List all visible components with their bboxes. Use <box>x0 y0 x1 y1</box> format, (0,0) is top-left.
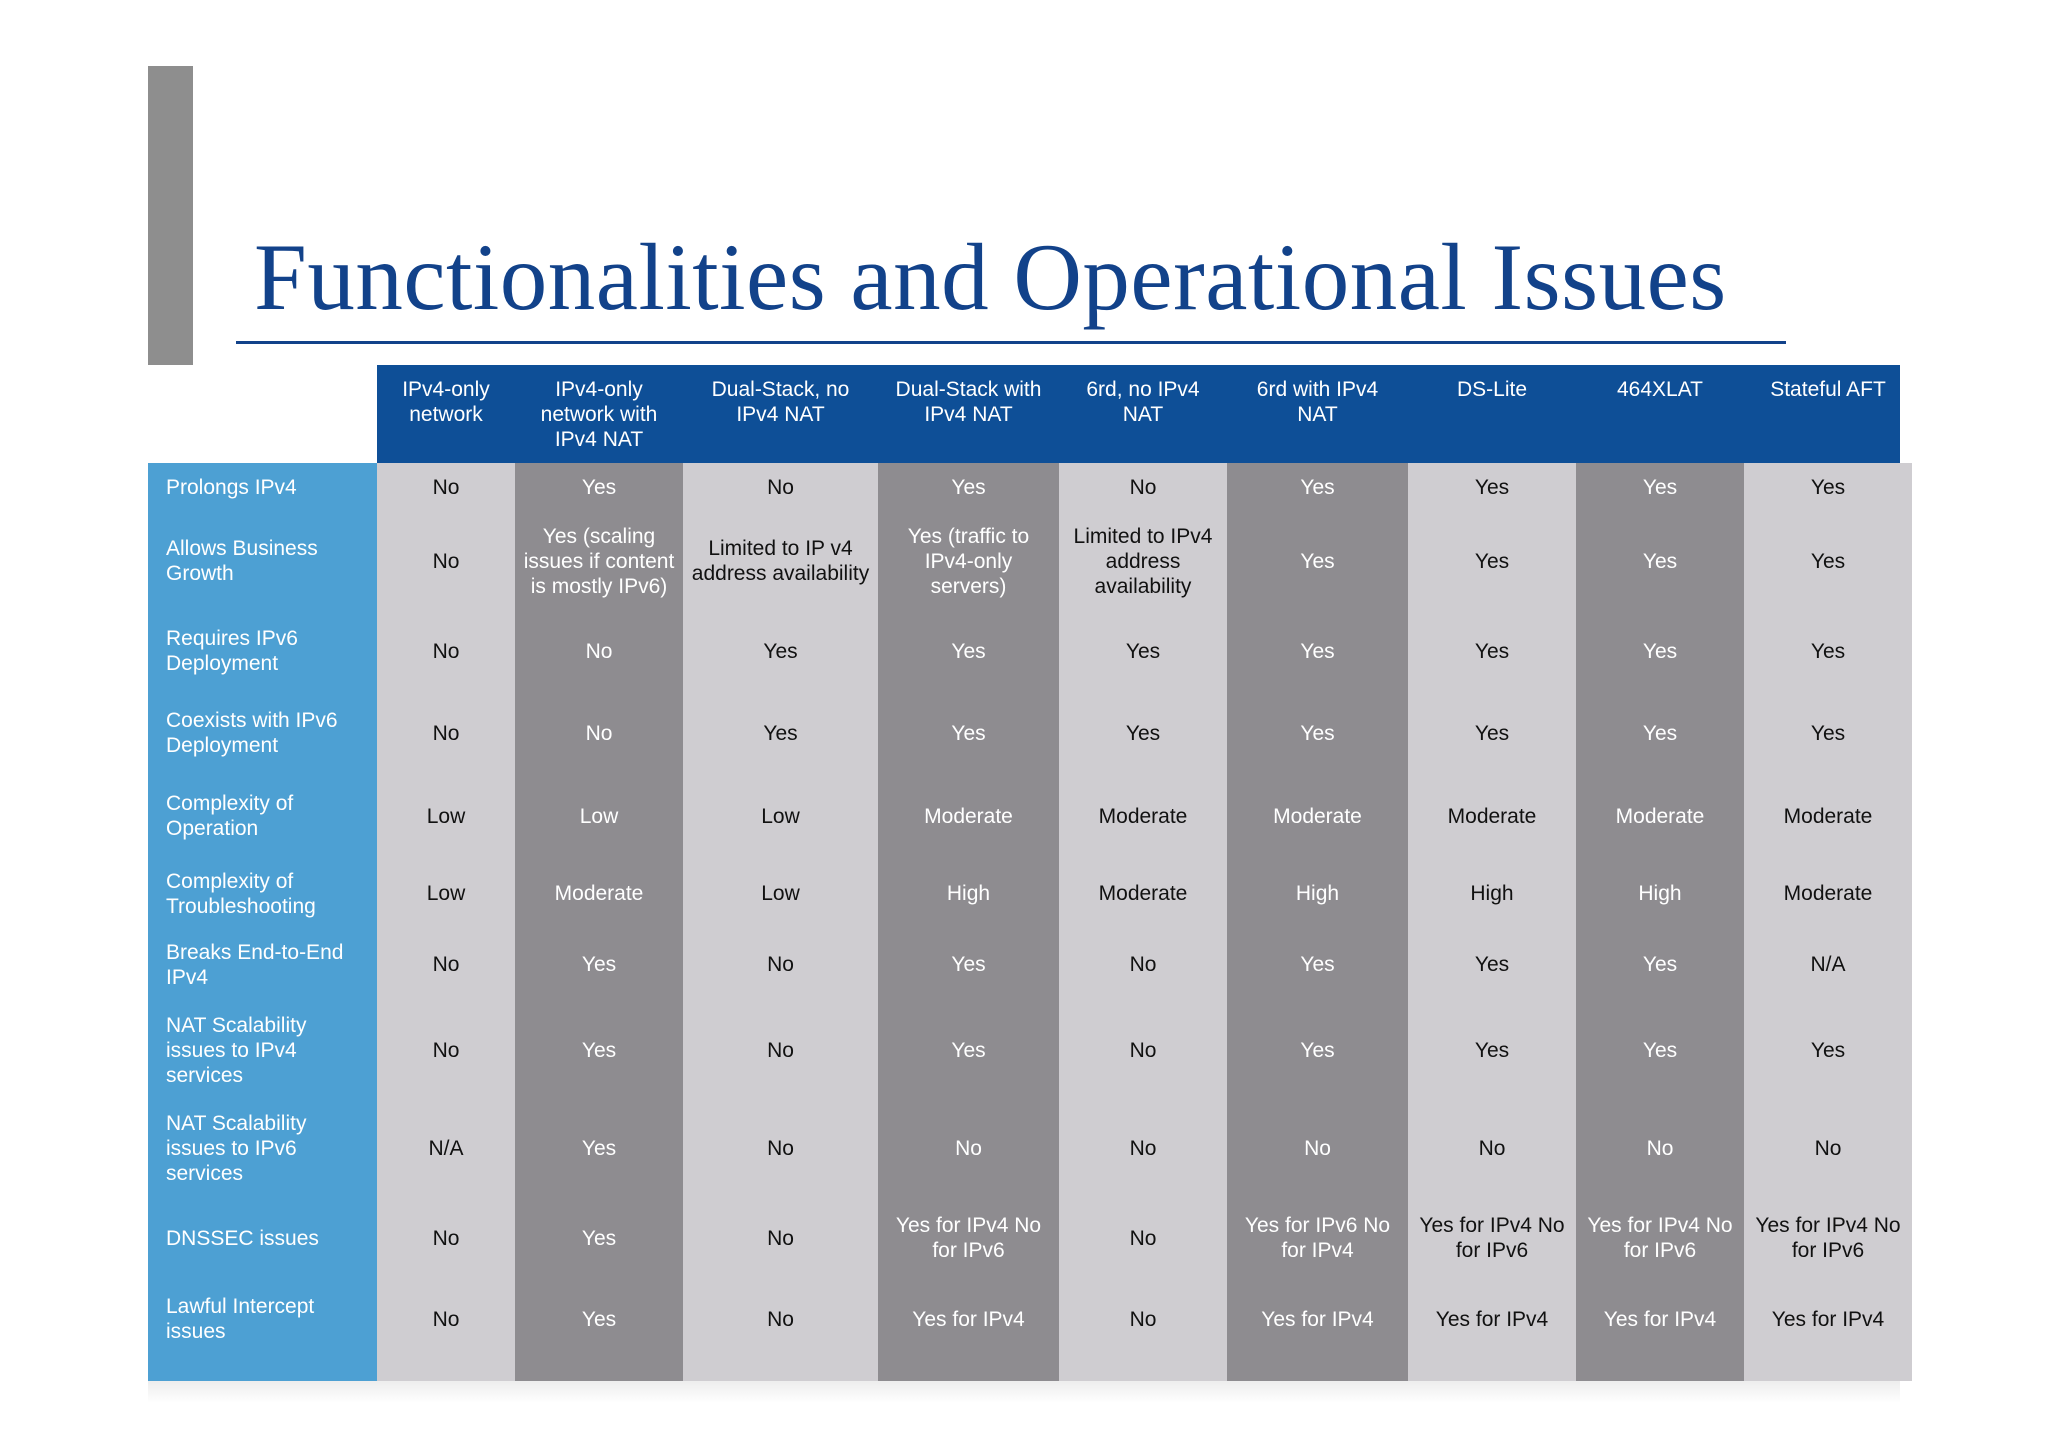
table-cell: Yes for IPv4 No for IPv6 <box>1755 1214 1901 1262</box>
table-cell: Yes <box>951 721 986 745</box>
comparison-table <box>148 365 1900 1381</box>
row-header: Prolongs IPv4 <box>166 476 297 499</box>
table-cell: Moderate <box>1447 804 1537 828</box>
table-cell: No <box>1129 476 1157 499</box>
table-cell: No <box>432 1226 460 1250</box>
table-cell: Yes <box>581 476 617 499</box>
table-cell: No <box>585 721 613 745</box>
table-cell: Low <box>426 882 466 905</box>
table-cell: Moderate <box>1783 804 1873 828</box>
table-cell: Yes <box>1642 721 1678 745</box>
row-header: DNSSEC issues <box>166 1226 319 1250</box>
column-header-label: 6rd with IPv4 NAT <box>1256 378 1379 426</box>
table-cell: Yes <box>581 1307 617 1331</box>
table-cell: No <box>767 953 794 976</box>
table-cell: Yes (scaling issues if content is mostly IPv6) <box>523 524 675 598</box>
table-cell: No <box>767 476 794 499</box>
table-cell: Moderate <box>1098 882 1188 905</box>
title-underline <box>236 341 1786 344</box>
column-header-label: Dual-Stack with IPv4 NAT <box>895 378 1042 426</box>
table-cell: Yes (traffic to IPv4-only servers) <box>907 524 1030 598</box>
table-cell: Yes <box>1474 721 1510 745</box>
table-cell: Low <box>579 804 619 828</box>
table-cell: Yes <box>1300 549 1335 573</box>
table-cell: Yes <box>951 953 986 976</box>
table-cell: No <box>1304 1137 1331 1160</box>
table-cell: Yes <box>1810 549 1846 573</box>
column-header <box>878 365 1059 463</box>
row-header: Complexity of Operation <box>166 792 294 840</box>
table-cell: Yes for IPv4 <box>1261 1307 1374 1331</box>
table-cell: No <box>1814 1137 1842 1160</box>
table-cell: High <box>946 882 991 905</box>
table-cell: Yes for IPv6 No for IPv4 <box>1244 1214 1391 1262</box>
table-cell: N/A <box>428 1137 464 1160</box>
row-header: Breaks End-to-End IPv4 <box>166 940 344 989</box>
table-cell: Yes <box>1474 1038 1510 1062</box>
table-cell: Yes <box>1300 953 1335 976</box>
table-cell: Moderate <box>554 882 644 905</box>
column-header <box>1227 365 1408 463</box>
column-header-label: 6rd, no IPv4 NAT <box>1086 378 1200 426</box>
table-cell: No <box>432 476 460 499</box>
table-cell: Yes for IPv4 <box>912 1307 1025 1331</box>
table-cell: Yes for IPv4 <box>1771 1307 1885 1331</box>
page-title: Functionalities and Operational Issues <box>254 224 1727 330</box>
table-cell: Yes <box>951 476 986 499</box>
table-cell: No <box>585 639 613 663</box>
row-header: Allows Business Growth <box>166 537 318 585</box>
table-cell: No <box>432 549 460 573</box>
column-header <box>377 365 515 463</box>
table-cell: No <box>1129 953 1157 976</box>
table-cell: No <box>767 1226 794 1250</box>
table-cell: Yes for IPv4 <box>1435 1307 1549 1331</box>
table-cell: Yes for IPv4 No for IPv6 <box>1587 1214 1733 1262</box>
table-cell: Moderate <box>1615 804 1705 828</box>
table-cell: Low <box>761 804 800 828</box>
table-cell: Yes for IPv4 No for IPv6 <box>1419 1214 1565 1262</box>
table-cell: Yes <box>1300 721 1335 745</box>
column-header <box>1059 365 1227 463</box>
table-cell: No <box>1478 1137 1506 1160</box>
table-cell: Yes <box>1642 1038 1678 1062</box>
table-cell: Yes <box>581 1137 617 1160</box>
table-cell: Yes <box>1642 639 1678 663</box>
table-cell: Yes <box>1810 721 1846 745</box>
table-cell: No <box>955 1137 982 1160</box>
table-cell: No <box>432 953 460 976</box>
column-header-label: Stateful AFT <box>1770 378 1886 401</box>
column-header-label: DS-Lite <box>1456 378 1528 401</box>
table-cell: Yes <box>1474 549 1510 573</box>
table-cell: High <box>1470 882 1514 905</box>
table-shadow <box>148 1381 1900 1403</box>
table-cell: Yes <box>1474 639 1510 663</box>
table-cell: Low <box>761 882 800 905</box>
table-cell: Yes <box>1810 1038 1846 1062</box>
table-cell: Yes <box>763 639 798 663</box>
table-cell: Yes <box>1125 639 1161 663</box>
table-cell: Limited to IP v4 address availability <box>691 537 870 585</box>
table-cell: No <box>767 1307 794 1331</box>
table-cell: Moderate <box>1273 804 1362 828</box>
column-header <box>1744 365 1912 463</box>
table-cell: Yes <box>763 721 798 745</box>
table-cell: No <box>1129 1226 1157 1250</box>
row-header: Requires IPv6 Deployment <box>166 627 298 675</box>
column-header <box>1576 365 1744 463</box>
table-cell: Yes for IPv4 No for IPv6 <box>895 1214 1042 1262</box>
column-header <box>515 365 683 463</box>
row-header: NAT Scalability issues to IPv4 services <box>166 1013 307 1087</box>
table-cell: Yes <box>1474 476 1510 499</box>
table-cell: No <box>1129 1307 1157 1331</box>
table-cell: Yes <box>1642 476 1678 499</box>
table-cell: Yes <box>1300 1038 1335 1062</box>
table-cell: No <box>767 1137 794 1160</box>
column-header-label: Dual-Stack, no IPv4 NAT <box>711 378 850 426</box>
table-cell: Limited to IPv4 address availability <box>1073 524 1213 598</box>
table-cell: No <box>767 1038 794 1062</box>
table-cell: Yes <box>951 1038 986 1062</box>
table-cell: Moderate <box>1783 882 1873 905</box>
table-cell: Moderate <box>924 804 1013 828</box>
table-cell: Low <box>426 804 466 828</box>
table-cell: Yes <box>1125 721 1161 745</box>
table-cell: Yes <box>951 639 986 663</box>
table-cell: Yes <box>1810 639 1846 663</box>
table-cell: Yes <box>1474 953 1510 976</box>
table-corner <box>148 365 377 463</box>
table-cell: High <box>1295 882 1340 905</box>
table-cell: No <box>432 721 460 745</box>
table-cell: Yes <box>1642 953 1678 976</box>
table-cell: Yes <box>1300 476 1335 499</box>
table-cell: Yes <box>1300 639 1335 663</box>
column-header-label: IPv4-only network with IPv4 NAT <box>540 378 658 451</box>
table-cell: High <box>1638 882 1682 905</box>
table-cell: Moderate <box>1098 804 1188 828</box>
column-header-label: 464XLAT <box>1617 378 1703 401</box>
table-cell: Yes for IPv4 <box>1603 1307 1717 1331</box>
row-header: NAT Scalability issues to IPv6 services <box>166 1112 307 1185</box>
table-header-row <box>377 365 1900 463</box>
row-header: Coexists with IPv6 Deployment <box>166 709 338 757</box>
table-cell: Yes <box>1810 476 1846 499</box>
column-header-label: IPv4-only network <box>402 378 490 426</box>
table-cell: No <box>432 1038 460 1062</box>
table-cell: No <box>432 639 460 663</box>
table-cell: No <box>1129 1137 1157 1160</box>
table-cell: No <box>1129 1038 1157 1062</box>
table-cell: N/A <box>1810 953 1846 976</box>
table-cell: Yes <box>581 1226 617 1250</box>
table-cell: Yes <box>1642 549 1678 573</box>
table-cell: Yes <box>581 1038 617 1062</box>
table-cell: No <box>432 1307 460 1331</box>
table-cell: Yes <box>581 953 617 976</box>
column-header <box>683 365 878 463</box>
table-cell: No <box>1646 1137 1674 1160</box>
row-header: Complexity of Troubleshooting <box>166 869 316 918</box>
column-header <box>1408 365 1576 463</box>
row-header: Lawful Intercept issues <box>166 1295 315 1343</box>
